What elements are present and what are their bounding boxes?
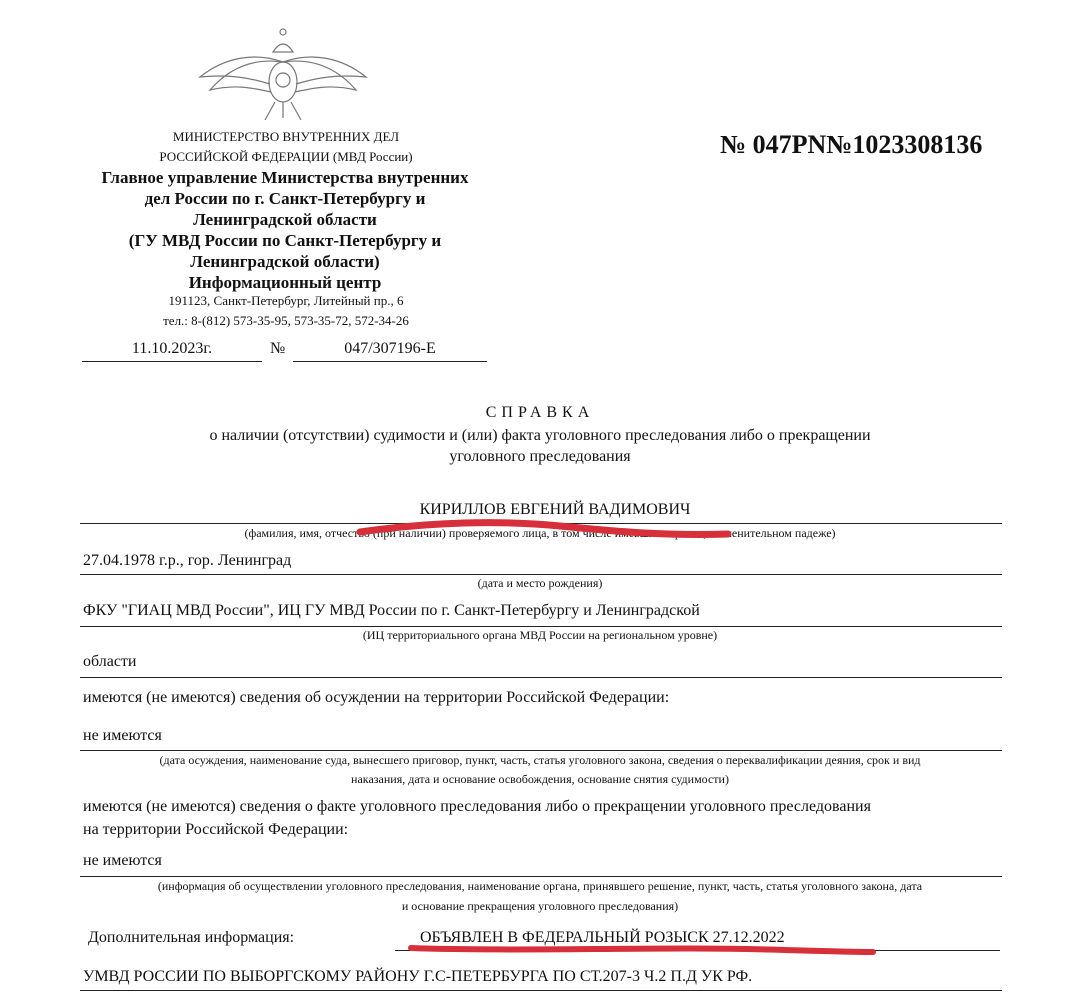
birth-caption: (дата и место рождения) (477, 576, 603, 590)
dept-line: Ленинградской области) (190, 252, 380, 271)
dept-line: Информационный центр (188, 273, 382, 292)
mvd-emblem-icon (195, 22, 371, 122)
prosecution-value: не имеются (83, 852, 162, 869)
convictions-value: не имеются (83, 727, 162, 744)
full-name-caption: (фамилия, имя, отчество (при наличии) проверяемого лица, в том числе имевшиеся ранее, в именительном падеже) (244, 526, 836, 540)
red-scribble (350, 514, 750, 544)
prosecution-caption: и основание прекращения уголовного преследования) (401, 899, 679, 913)
info-center-cont: области (83, 653, 137, 670)
dept-line: Главное управление Министерства внутренних (101, 168, 469, 187)
prosecution-label: имеются (не имеются) сведения о факте уголовного преследования либо о прекращении уголовного преследования (83, 798, 871, 815)
issue-date: 11.10.2023г. (131, 340, 213, 357)
prosecution-label: на территории Российской Федерации: (83, 821, 349, 838)
document-subtitle: о наличии (отсутствии) судимости и (или) факта уголовного преследования либо о прекращении (209, 427, 871, 444)
document-title: СПРАВКА (485, 404, 595, 421)
number-sign: № (270, 340, 286, 357)
document-number: № 047РN№1023308136 (720, 130, 983, 159)
info-center-caption: (ИЦ территориального органа МВД России на региональном уровне) (362, 628, 718, 642)
dept-line: дел России по г. Санкт-Петербургу и (144, 189, 426, 208)
additional-value: ОБЪЯВЛЕН В ФЕДЕРАЛЬНЫЙ РОЗЫСК 27.12.2022 (420, 929, 785, 946)
full-name: КИРИЛЛОВ ЕВГЕНИЙ ВАДИМОВИЧ (419, 501, 691, 518)
dept-line: (ГУ МВД России по Санкт-Петербургу и (128, 231, 442, 250)
document-subtitle: уголовного преследования (449, 448, 631, 465)
convictions-label: имеются (не имеются) сведения об осуждении на территории Российской Федерации: (83, 689, 670, 706)
additional-value-cont: УМВД РОССИИ ПО ВЫБОРГСКОМУ РАЙОНУ Г.С-ПЕТЕРБУРГА ПО СТ.207-3 Ч.2 П.Д УК РФ. (83, 968, 753, 985)
prosecution-caption: (информация об осуществлении уголовного преследования, наименование органа, принявшего решение, пункт, часть, статья уголовного закона, дата (157, 879, 923, 893)
birth-info: 27.04.1978 г.р., гор. Ленинград (83, 552, 292, 569)
convictions-caption: наказания, дата и основание освобождения, основание снятия судимости) (351, 772, 729, 786)
ministry-line-1: МИНИСТЕРСТВО ВНУТРЕННИХ ДЕЛ (172, 129, 400, 144)
phone: тел.: 8-(812) 573-35-95, 573-35-72, 572-34-26 (163, 313, 409, 328)
dept-line: Ленинградской области (193, 210, 377, 229)
additional-label: Дополнительная информация: (88, 929, 295, 946)
info-center: ФКУ "ГИАЦ МВД России", ИЦ ГУ МВД России по г. Санкт-Петербургу и Ленинградской (83, 602, 700, 619)
ministry-line-2: РОССИЙСКОЙ ФЕДЕРАЦИИ (МВД России) (159, 149, 413, 164)
outgoing-number: 047/307196-Е (344, 340, 436, 357)
address: 191123, Санкт-Петербург, Литейный пр., 6 (168, 293, 404, 308)
red-underline (405, 940, 885, 960)
convictions-caption: (дата осуждения, наименование суда, вынесшего приговор, пункт, часть, статья уголовного закона, сведения о переквалификации деяния, срок и вид (159, 753, 921, 767)
